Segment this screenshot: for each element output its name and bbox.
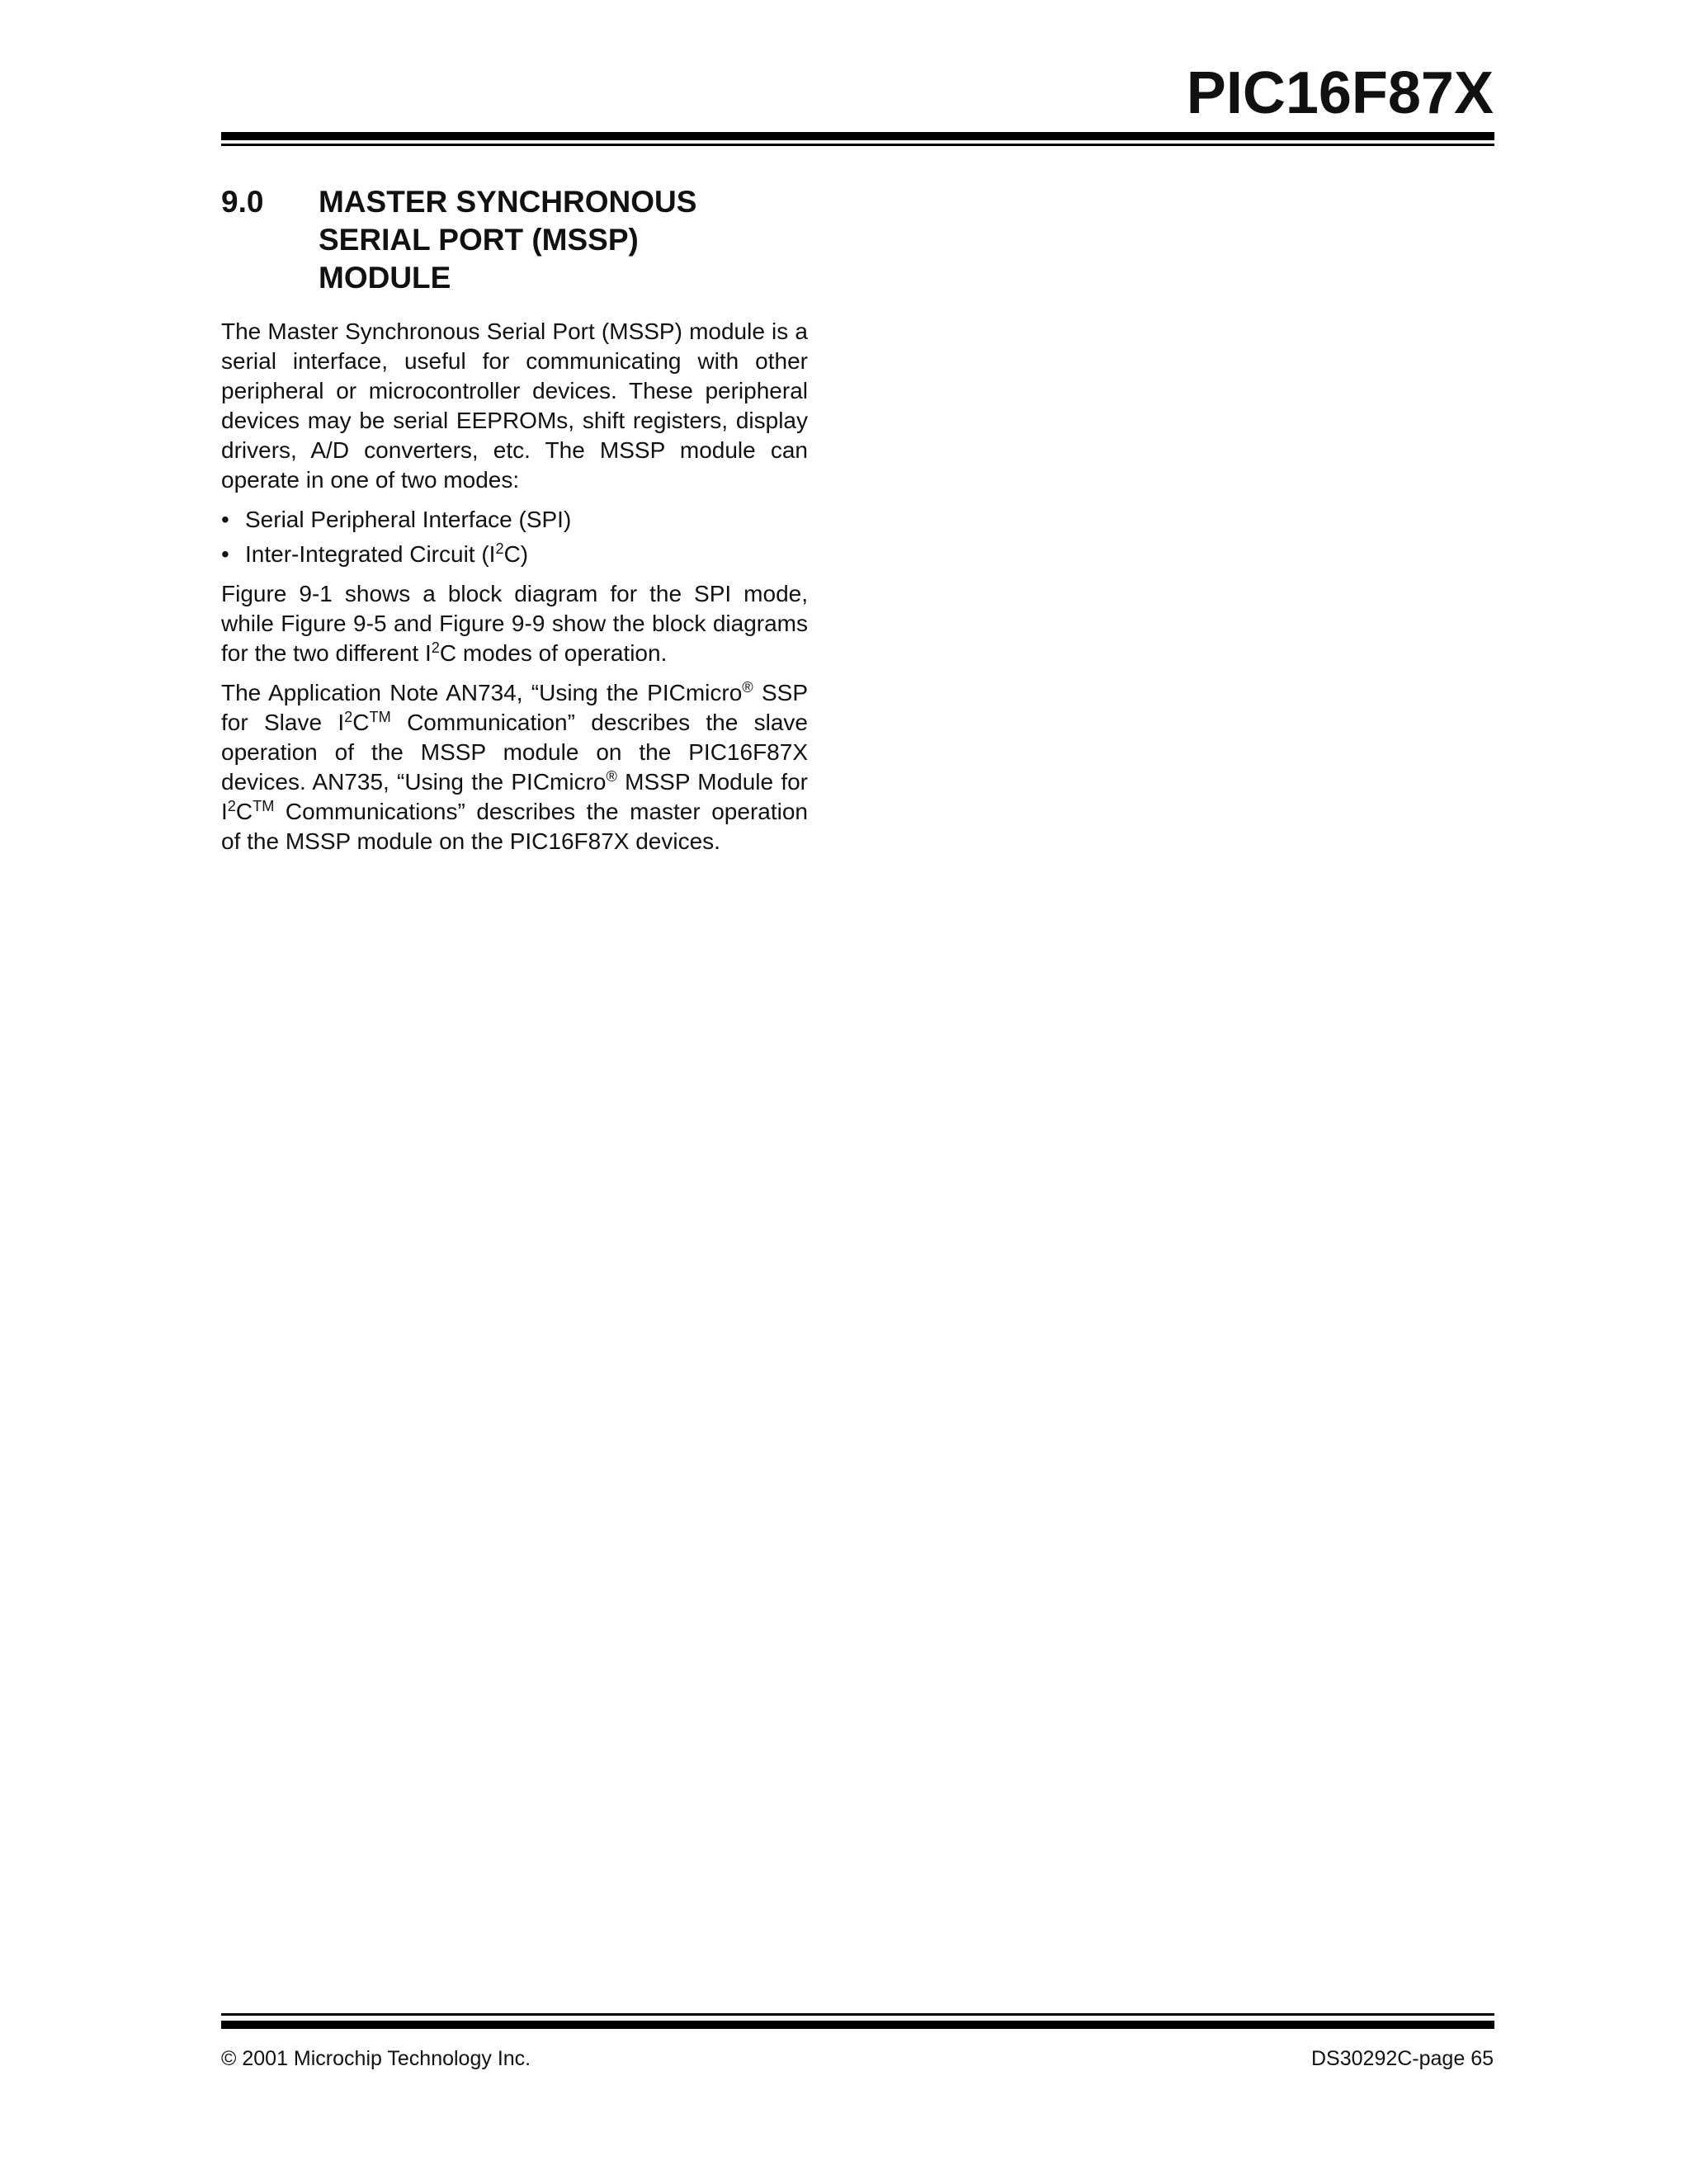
header-rule-thin [221,144,1494,146]
footer-page-number: DS30292C-page 65 [1311,2047,1494,2070]
section-title [319,183,814,297]
document-title: PIC16F87X [1186,60,1494,126]
header-rule-thick [221,132,1494,140]
application-note-paragraph: The Application Note AN734, “Using the PICmicro® SSP for Slave $I^2C™$ Communication” describes the slave operation of the MSSP module on the PIC16F87X devices. AN735, “Using the PICmicro® MSSP Module for $I^2C™$ Communications” describes the master operation of the MSSP module on the PIC16F87X devices. [221,679,808,854]
section-title-line: MODULE [319,261,451,295]
list-item [221,505,808,535]
bullet-glyph: • [221,507,229,532]
list-item [221,540,808,569]
mode-list [221,505,808,569]
figures-paragraph: Figure 9-1 shows a block diagram for the SPI mode, while Figure 9-5 and Figure 9-9 show the block diagrams for the two different $I^2C$ modes of operation. [221,581,808,666]
list-item-text: Inter-Integrated Circuit $(I^2C)$ [245,540,529,567]
list-item-text: Serial Peripheral Interface (SPI) [245,507,572,532]
footer-rule-thick [221,2021,1494,2029]
body-column [221,317,808,866]
bullet-glyph: • [221,541,229,567]
section-title-line: MASTER SYNCHRONOUS [319,185,697,219]
intro-paragraph: The Master Synchronous Serial Port (MSSP) module is a serial interface, useful for communicating with other peripheral or microcontroller devices. These peripheral devices may be serial EEPROMs, shift registers, display drivers, A/D converters, etc. The MSSP module can operate in one of two modes: [221,318,808,493]
footer-copyright: © 2001 Microchip Technology Inc. [221,2047,531,2070]
section-title-line: SERIAL PORT (MSSP) [319,223,639,257]
footer-rule-thin [221,2013,1494,2016]
section-number: 9.0 [221,185,264,219]
